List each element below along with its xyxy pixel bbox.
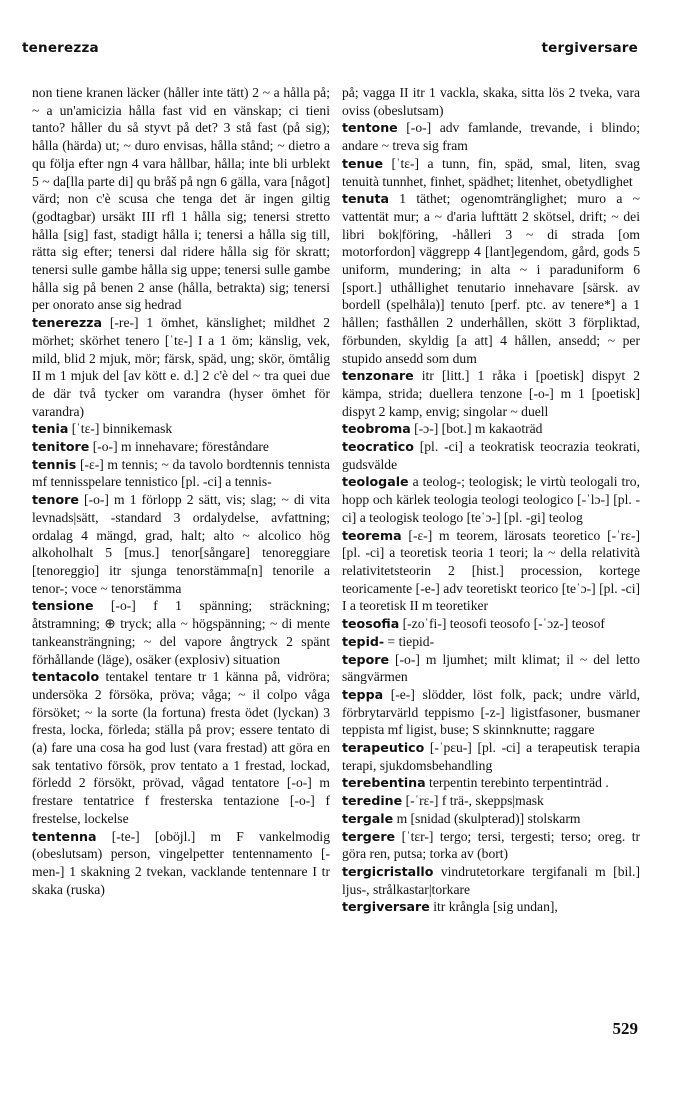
dictionary-entry: [342, 155, 640, 190]
entry-headword: tensione: [32, 598, 94, 614]
entry-text: [-ɛ-] m tennis; ~ da tavolo bordtennis tennista mf tennisspelare tennistico [pl. -ci] a tennis-: [32, 456, 330, 490]
dictionary-entry: [32, 84, 330, 314]
entry-text: [-zoˈfi-] teosofi teosofo [-ˈɔz-] teosof: [402, 616, 605, 632]
dictionary-entry: [342, 828, 640, 863]
entry-text: [-o-] m 1 förlopp 2 sätt, vis; slag; ~ di vita levnads|sätt, -standard 3 ordalydelse, avfattning; ordalag 4 mängd, grad, halt; alto ~ alcolico hög alkoholhalt 5 [mus.] tenor[sångare] tenoreggiare [tenoreggio] itr sjunga tenorstämma[n] tenorile a tenor-; voce ~ tenorstämma: [32, 492, 330, 596]
dictionary-entry: [342, 84, 640, 119]
dictionary-entry: [32, 668, 330, 827]
entry-text: vindrutetorkare tergifanali m [bil.] ljus-, strålkastar|torkare: [342, 863, 640, 897]
dictionary-entry: [342, 190, 640, 367]
entry-text: [-ɛ-] m teorem, lärosats teoretico [-ˈrɛ-] [pl. -ci] a teoretisk teoria 1 teori; la ~ della relatività relativitetsteorin 2 [hist.] procession, kortege teoricamente [-e-] adv teoretiskt teorico [teˈɔ-] [pl. -ci] I a teoretisk II m teoretiker: [342, 527, 640, 614]
entry-headword: tenia: [32, 421, 69, 437]
dictionary-entry: [342, 633, 640, 651]
entry-text: [ˈtɛr-] tergo; tersi, tergesti; terso; oreg. tr göra ren, putsa; torka av (bort): [342, 828, 640, 862]
dictionary-entry: [342, 863, 640, 898]
entry-text: [-ɔ-] [bot.] m kakaoträd: [414, 421, 543, 437]
entry-headword: teobroma: [342, 421, 411, 437]
entry-headword: teocratico: [342, 439, 414, 455]
entry-text: 1 täthet; ogenomtränglighet; muro a ~ vattentät mur; a ~ d'aria lufttätt 2 skötsel, drift; ~ dei libri bok|föring, -hålleri 3 ~ di strada [om motorfordon] väggrepp 4 [lant]egendom, gård, gods 5 uniform, mundering; in alta ~ i paraduniform 6 [sport.] uthållighet tenutario innehavare [särsk. av bordell (spelhåla)] tenuto [perf. ptc. av tenere*] a 1 hållen; fasthållen 2 underhållen, skött 3 förpliktad, förbunden, skyldig [a att] 4 hållen, ansedd; ~ per stupido ansedd som dum: [342, 191, 640, 366]
entry-headword: tenitore: [32, 439, 90, 455]
entry-headword: tergiversare: [342, 899, 430, 915]
entry-headword: terapeutico: [342, 740, 425, 756]
entry-text: [ˈtɛ-] binnikemask: [71, 421, 173, 437]
entry-text: tentakel tentare tr 1 känna på, vidröra; undersöka 2 försöka, pröva; våga; ~ il colpo våga försöket; ~ la sorte (la fortuna) fresta ödet (lyckan) 3 fresta, locka, förleda; ställa på prov; essere tentato di (a) fare una cosa ha god lust (vara frestad) att göra en sak tentativo försök, prov tentato a 1 frestad, lockad, förledd 2 försökt, prövad, vågad tentatore [-o-] m frestare tentatrice f fresterska tentazione [-o-] f frestelse, lockelse: [32, 669, 330, 826]
entry-headword: terebentina: [342, 775, 426, 791]
dictionary-entry: [342, 367, 640, 420]
dictionary-entry: [32, 420, 330, 438]
entry-text: terpentin terebinto terpentinträd .: [429, 775, 609, 791]
entry-text: [-ˈrɛ-] f trä-, skepps|mask: [405, 793, 544, 809]
dictionary-entry: [342, 898, 640, 916]
dictionary-entry: [342, 810, 640, 828]
entry-text: [-o-] adv famlande, trevande, i blindo; andare ~ treva sig fram: [342, 120, 640, 154]
dictionary-entry: [342, 527, 640, 616]
entry-headword: teredine: [342, 793, 403, 809]
dictionary-entry: [32, 438, 330, 456]
entry-text: [-o-] f 1 spänning; sträckning; åtstramning; ⊕ tryck; alla ~ högspänning; ~ di mente tankeansträngning; ~ del vapore ångtryck 2 spänt förhållande (läge), osäker (explosiv) situation: [32, 598, 330, 667]
dictionary-entry: [342, 420, 640, 438]
entry-headword: tentone: [342, 120, 398, 136]
entry-text: [-e-] slödder, löst folk, pack; undre värld, förbrytarvärld teppismo [-z-] ligistfasoner, busmaner teppista mf ligist, buse; S skinnknutte; raggare: [342, 686, 640, 738]
entry-text: a teolog-; teologisk; le virtù teologali tro, hopp och kärlek teologia teologi teologico [-ˈlɔ-] [pl. -ci] a teologisk teologo [teˈɔ-] [pl. -gi] teolog: [342, 474, 640, 525]
dictionary-entry: [32, 491, 330, 597]
dictionary-entry: [342, 792, 640, 810]
entry-text: [-o-] m ljumhet; milt klimat; il ~ del letto sängvärmen: [342, 651, 640, 685]
entry-headword: tepore: [342, 651, 389, 667]
entry-text: [-te-] [oböjl.] m F vankelmodig (obeslutsam) person, vingelpetter tentennamento [-men-] 1 skakning 2 tvekan, vacklande tentennare I tr skaka (ruska): [32, 828, 330, 897]
dictionary-entry: [32, 456, 330, 491]
entry-text: [ˈtɛ-] a tunn, fin, späd, smal, liten, svag tenuità tunnhet, finhet, spädhet; litenhet, obetydlighet: [342, 155, 640, 189]
dictionary-entry: [342, 473, 640, 526]
entry-headword: tenore: [32, 492, 79, 508]
entry-text: [-ˈpɛu-] [pl. -ci] a terapeutisk terapia terapi, sjukdomsbehandling: [342, 740, 640, 773]
entry-text: [-o-] m innehavare; föreståndare: [92, 439, 269, 455]
entry-text: [pl. -ci] a teokratisk teocrazia teokrati, gudsvälde: [342, 439, 640, 472]
entry-headword: tergicristallo: [342, 863, 434, 879]
entry-headword: tenue: [342, 155, 384, 171]
entry-headword: tentacolo: [32, 669, 100, 685]
dictionary-entry: [342, 651, 640, 686]
page-number: 529: [612, 1019, 638, 1038]
entry-headword: tentenna: [32, 828, 97, 844]
running-head-right: tergiversare: [541, 40, 638, 56]
entry-text: itr [litt.] 1 råka i [poetisk] dispyt 2 kämpa, strida; duellera tenzone [-o-] m 1 [poetisk] dispyt 2 kamp, envig; singolar ~ duell: [342, 368, 640, 419]
dictionary-entry: [32, 597, 330, 668]
right-column: [342, 84, 640, 916]
entry-headword: teorema: [342, 527, 402, 543]
dictionary-entry: [32, 828, 330, 899]
dictionary-entry: [342, 615, 640, 633]
running-head-left: tenerezza: [22, 40, 99, 56]
dictionary-entry: [342, 739, 640, 774]
entry-headword: tenerezza: [32, 315, 102, 331]
entry-headword: tergale: [342, 810, 394, 826]
entry-text: på; vagga II itr 1 vackla, skaka, sitta lös 2 tveka, vara oviss (obeslutsam): [342, 85, 640, 118]
dictionary-entry: [342, 438, 640, 473]
entry-headword: tepid-: [342, 633, 385, 649]
left-column: [32, 84, 330, 898]
dictionary-entry: [342, 119, 640, 154]
dictionary-entry: [342, 774, 640, 792]
entry-headword: teppa: [342, 686, 384, 702]
entry-headword: tenuta: [342, 191, 390, 207]
entry-headword: tenzonare: [342, 368, 414, 384]
entry-headword: teologale: [342, 474, 409, 490]
dictionary-entry: [32, 314, 330, 420]
entry-headword: tergere: [342, 828, 396, 844]
entry-text: non tiene kranen läcker (håller inte tätt) 2 ~ a hålla på; ~ a un'amicizia hålla fast vid en vänskap; ci tieni tanto? håller du så styvt på det? 3 stå fast (på sig); hålla (härda) ut; ~ duro envisas, hålla stånd; ~ dietro a qu följa efter ngn 4 vara hållbar, hålla; inte bli urblekt 5 ~ da[lla parte di] qu bråš på ngn 6 gälla, vara [något] värd; non c'è scusa che tenga det är ingen giltig (godtagbar) ursäkt III rfl 1 hålla sig; tenersi stretto hålla [sig] fast, stadigt hålla i; tenersi a hålla sig till, rätta sig efter; tenersi dal ridere hålla sig för skratt; tenersi sulle gambe hålla sig uppe; tenersi sulle gambe hålla sig på benen 2 anse (hålla, betrakta) sig; tenersi per onorato anse sig hedrad: [32, 85, 330, 313]
entry-text: m [snidad (skulpterad)] stolskarm: [396, 810, 581, 826]
dictionary-entry: [342, 686, 640, 739]
entry-text: [-re-] 1 ömhet, känslighet; mildhet 2 mörhet; skörhet tenero [ˈtɛ-] I a 1 öm; känslig, vek, mild, blid 2 mjuk, mör; färsk, späd, ung; skör, ömtålig II m 1 mjuk del [av kött e. d.] 2 c'è del ~ tra quei due de där två tycker om varandra (hyser ömhet för varandra): [32, 315, 330, 419]
entry-text: = tiepid-: [387, 633, 435, 649]
entry-headword: teosofia: [342, 616, 400, 632]
entry-text: itr krångla [sig undan],: [433, 899, 558, 915]
entry-headword: tennis: [32, 456, 77, 472]
